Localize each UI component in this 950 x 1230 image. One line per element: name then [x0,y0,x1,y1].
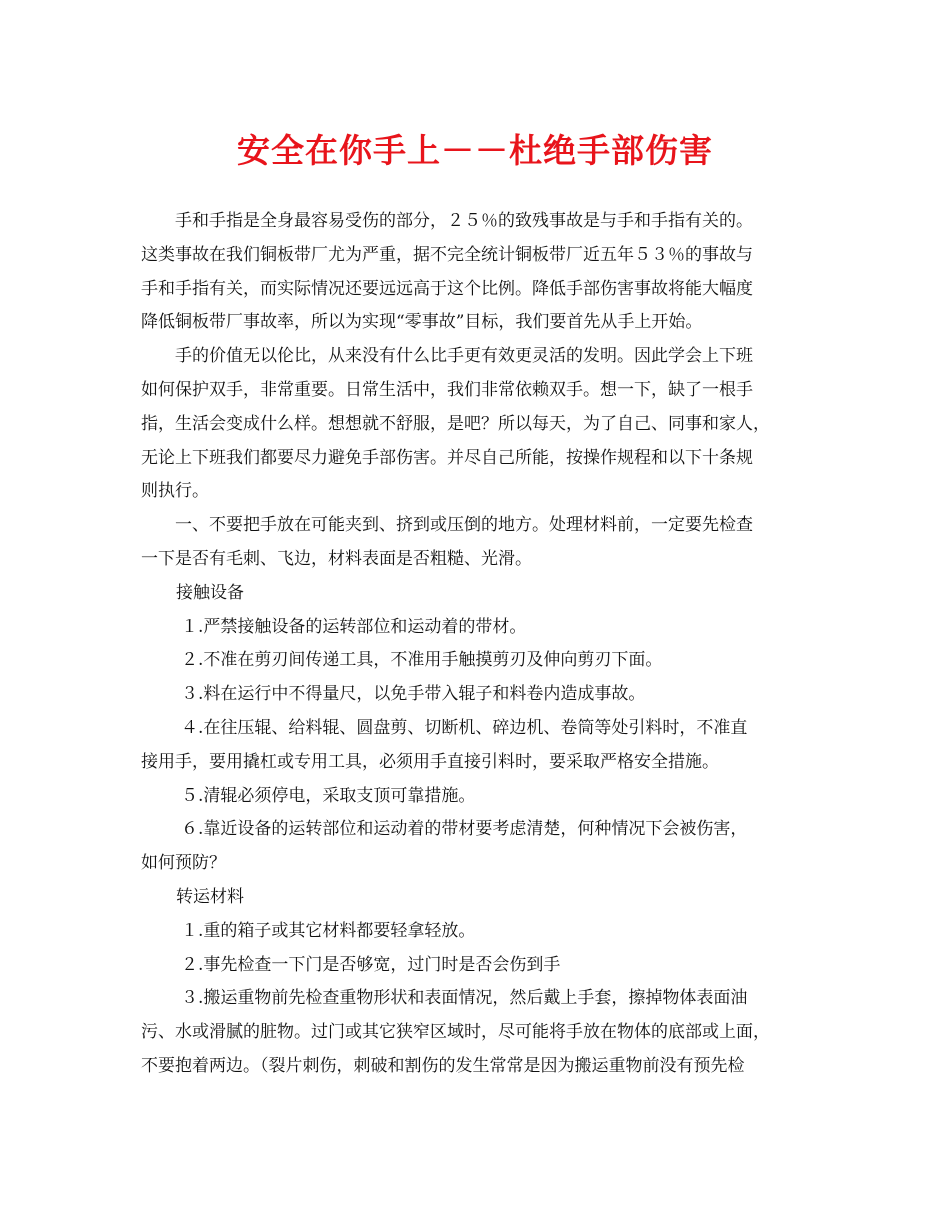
list-item: ４.在往压辊、给料辊、圆盘剪、切断机、碎边机、卷筒等处引料时，不准直 [181,717,748,738]
list-item: １.严禁接触设备的运转部位和运动着的带材。 [181,616,527,637]
paragraph-line: 如何预防？ [141,853,226,874]
paragraph-line: 不要抱着两边。（裂片刺伤，刺破和割伤的发生常常是因为搬运重物前没有预先检 [141,1055,745,1076]
paragraph-line: 手的价值无以伦比，从来没有什么比手更有效更灵活的发明。因此学会上下班 [175,346,753,367]
document-title: 安全在你手上－－杜绝手部伤害 [237,131,713,170]
paragraph-line: 无论上下班我们都要尽力避免手部伤害。并尽自己所能，按操作规程和以下十条规 [141,447,753,468]
list-item: ６.靠近设备的运转部位和运动着的带材要考虑清楚，何种情况下会被伤害， [181,819,748,840]
paragraph-line: 接用手，要用撬杠或专用工具，必须用手直接引料时，要采取严格安全措施。 [141,751,719,772]
section-heading: 接触设备 [176,582,244,603]
list-item: ３.搬运重物前先检查重物形状和表面情况，然后戴上手套，擦掉物体表面油 [181,988,748,1009]
paragraph-line: 手和手指有关，而实际情况还要远远高于这个比例。降低手部伤害事故将能大幅度 [141,278,753,299]
paragraph-line: 一下是否有毛刺、飞边，材料表面是否粗糙、光滑。 [141,548,532,569]
paragraph-line: 如何保护双手，非常重要。日常生活中，我们非常依赖双手。想一下，缺了一根手 [141,379,753,400]
paragraph-line: 污、水或滑腻的脏物。过门或其它狭窄区域时，尽可能将手放在物体的底部或上面， [141,1022,770,1043]
paragraph-line: 指，生活会变成什么样。想想就不舒服，是吧？所以每天，为了自己、同事和家人， [141,413,770,434]
paragraph-line: 手和手指是全身最容易受伤的部分，２５％的致残事故是与手和手指有关的。 [175,211,753,231]
paragraph-line: 则执行。 [141,481,209,502]
list-item: ５.清辊必须停电，采取支顶可靠措施。 [181,785,476,806]
list-item: ２.不准在剪刃间传递工具，不准用手触摸剪刃及伸向剪刃下面。 [181,650,663,671]
document-body [141,205,821,1084]
list-item: ２.事先检查一下门是否够宽，过门时是否会伤到手 [181,954,561,975]
list-item: ３.料在运行中不得量尺，以免手带入辊子和料卷内造成事故。 [181,684,646,705]
paragraph-line: 这类事故在我们铜板带厂尤为严重，据不完全统计铜板带厂近五年５３％的事故与 [141,244,753,265]
section-heading: 转运材料 [176,886,244,907]
paragraph-line: 一、不要把手放在可能夹到、挤到或压倒的地方。处理材料前，一定要先检查 [175,515,753,536]
list-item: １.重的箱子或其它材料都要轻拿轻放。 [181,920,476,941]
paragraph-line: 降低铜板带厂事故率，所以为实现“零事故”目标，我们要首先从手上开始。 [141,312,703,333]
